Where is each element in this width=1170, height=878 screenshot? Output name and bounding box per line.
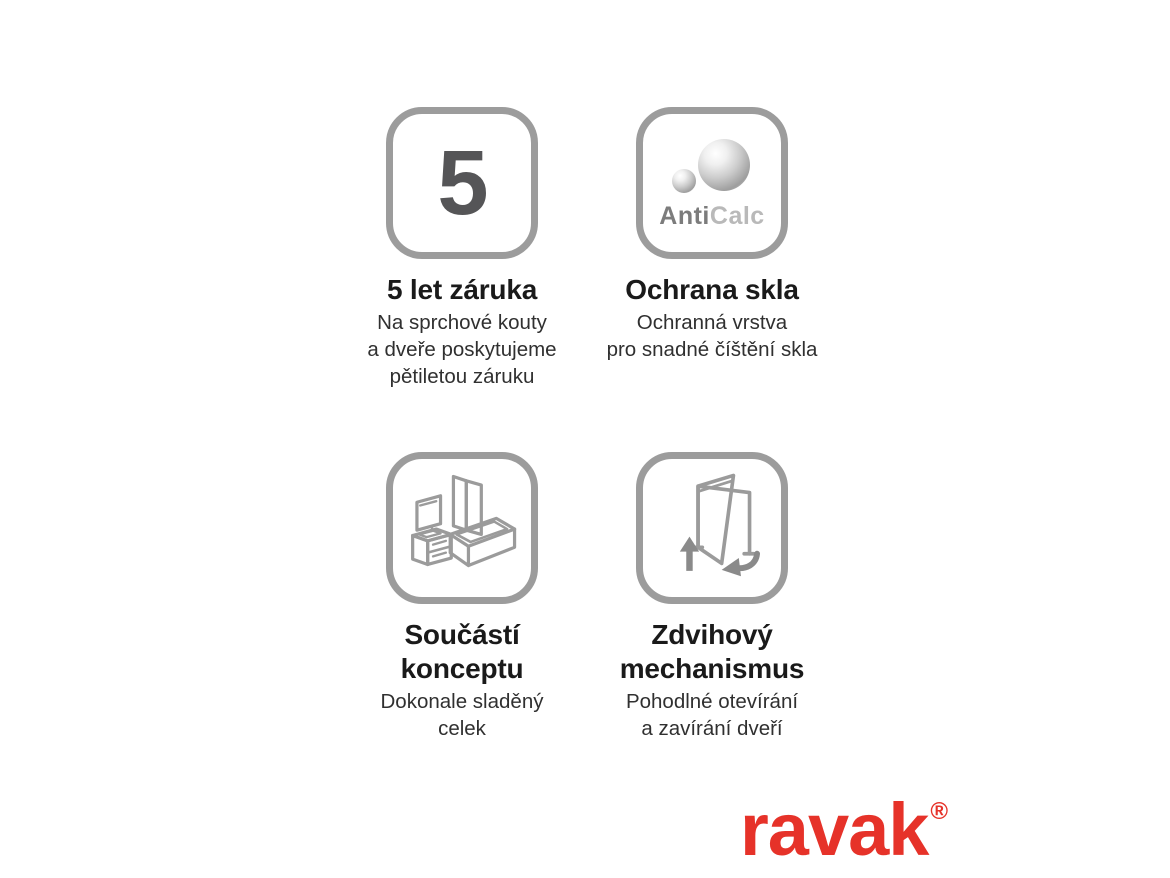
bathroom-concept-drawing: [403, 469, 521, 587]
anticalc-label: AntiCalc: [659, 202, 765, 230]
feature-concept-description: Dokonale sladěný celek: [380, 690, 544, 740]
registered-trademark-icon: ®: [930, 798, 949, 825]
small-drop: [672, 169, 696, 193]
feature-warranty-description: Na sprchové kouty a dveře poskytujeme pětiletou záruku: [367, 311, 557, 388]
feature-anticalc-description: Ochranná vrstva pro snadné číštění skla: [606, 311, 818, 361]
large-drop: [698, 139, 750, 191]
feature-concept: [337, 452, 587, 742]
features-grid: [337, 107, 837, 742]
door-lift-mechanism-icon: [636, 452, 788, 604]
five-year-warranty-icon: [386, 107, 538, 259]
water-drops-icon: [670, 139, 754, 197]
bathroom-concept-icon: [386, 452, 538, 604]
feature-warranty: [337, 107, 587, 452]
feature-lift-description: Pohodlné otevírání a zavírání dveří: [625, 690, 799, 740]
feature-anticalc: [587, 107, 837, 452]
anticalc-bubbles-icon: [636, 107, 788, 259]
number-5: 5: [437, 132, 487, 234]
feature-warranty-title: 5 let záruka: [386, 274, 538, 305]
feature-lift-title: Zdvihový mechanismus: [619, 619, 805, 684]
feature-lift-mechanism: [587, 452, 837, 742]
feature-concept-title: Součástí konceptu: [400, 619, 524, 684]
ravak-logo: [740, 788, 949, 871]
feature-anticalc-title: Ochrana skla: [625, 274, 799, 305]
door-lift-drawing: [653, 469, 771, 587]
ravak-logo-text: ravak: [740, 788, 929, 871]
